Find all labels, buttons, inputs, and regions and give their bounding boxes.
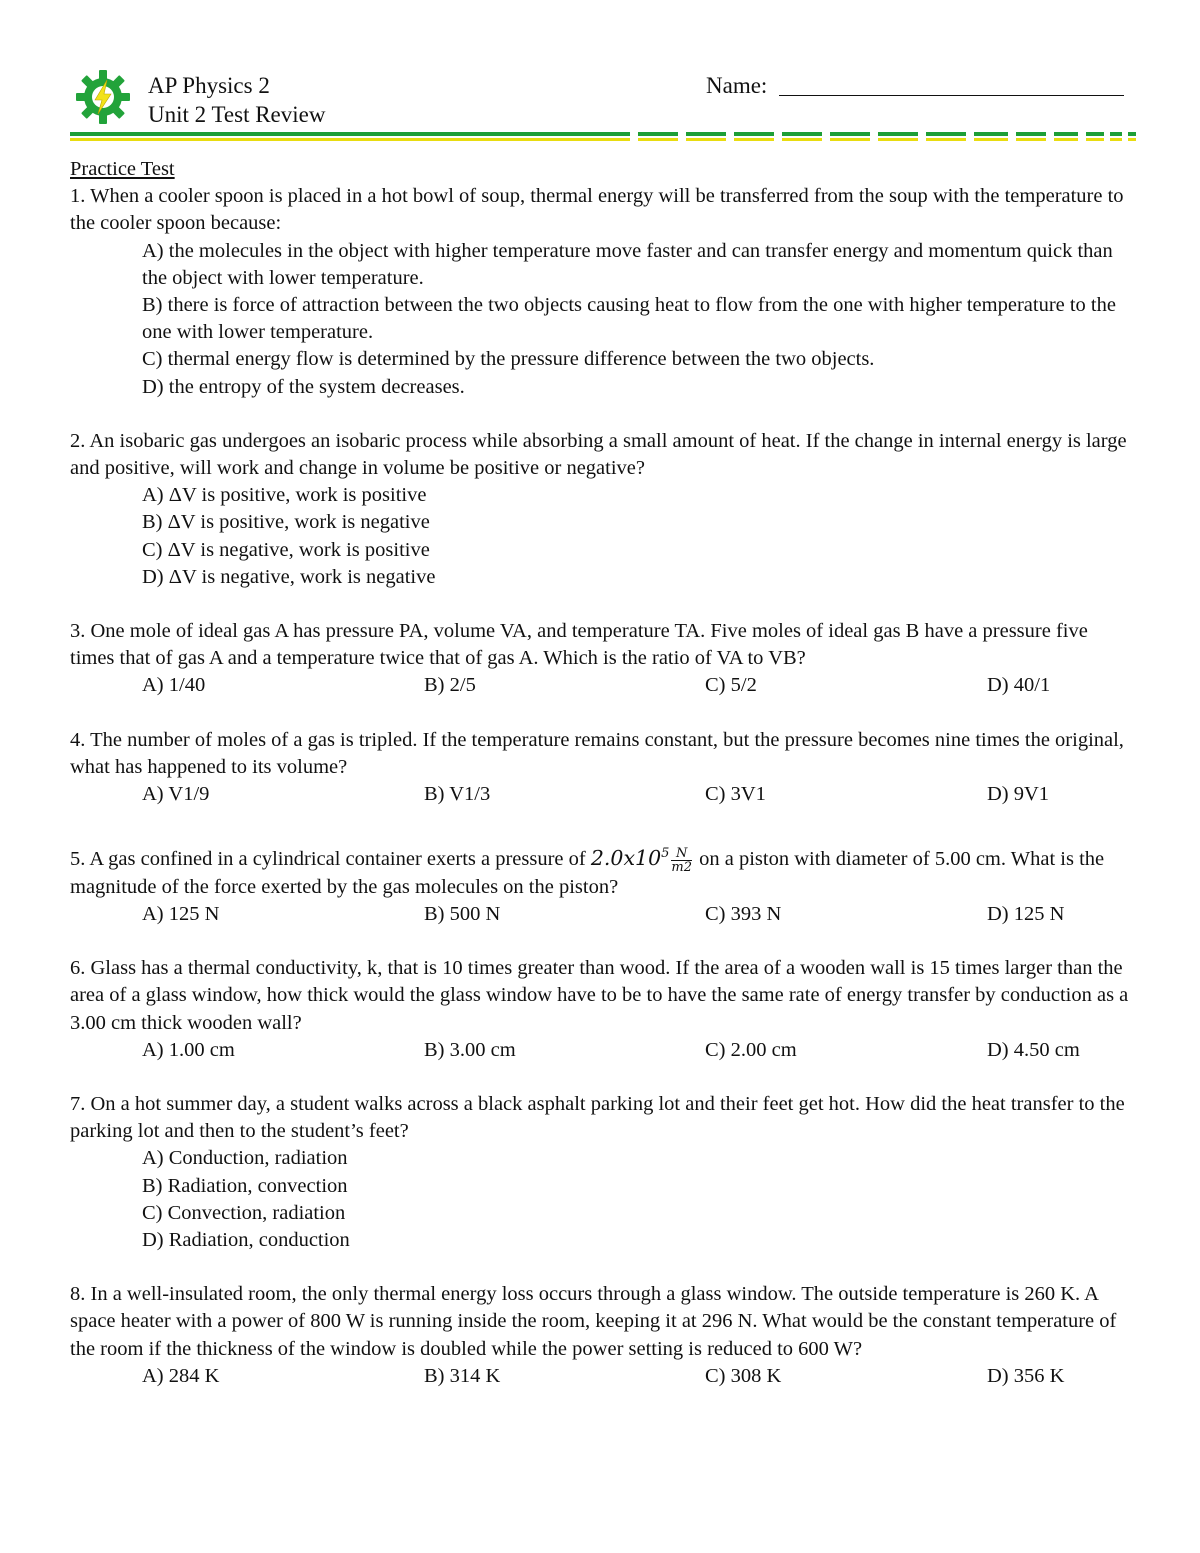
answer-option: A) ΔV is positive, work is positive (142, 484, 427, 507)
answer-option: C) 2.00 cm (705, 1038, 797, 1061)
answer-option: B) Radiation, convection (142, 1174, 348, 1197)
answer-option: C) 308 K (705, 1364, 782, 1387)
pressure-value: 2.0x10 (590, 846, 662, 871)
unit-fraction (671, 847, 692, 874)
answer-option: A) 1.00 cm (142, 1038, 235, 1061)
answer-option: C) Convection, radiation (142, 1201, 346, 1224)
answer-option: B) 3.00 cm (424, 1038, 516, 1061)
answer-option: A) 1/40 (142, 674, 206, 697)
answer-option: D) 356 K (987, 1364, 1065, 1387)
question-3 (70, 618, 1130, 700)
answer-option: C) ΔV is negative, work is positive (142, 538, 430, 561)
question-stem (70, 840, 1130, 901)
answer-option: D) 9V1 (987, 783, 1050, 806)
answer-option: B) 314 K (424, 1364, 501, 1387)
course-title: AP Physics 2 (148, 73, 270, 98)
answer-option: C) 3V1 (705, 783, 766, 806)
question-stem: 2. An isobaric gas undergoes an isobaric process while absorbing a small amount of heat. If the change in internal energy is large and positive, will work and change in volume be positive or negative? (70, 429, 1127, 480)
question-list (70, 156, 1130, 1390)
answer-option: A) 125 N (142, 903, 220, 926)
stem-text: 5. A gas confined in a cylindrical container exerts a pressure of (70, 848, 586, 871)
question-5 (70, 840, 1130, 928)
unit-title: Unit 2 Test Review (148, 102, 326, 127)
name-label: Name: (706, 73, 768, 98)
question-8 (70, 1281, 1130, 1390)
question-2 (70, 428, 1130, 591)
answer-option: B) 500 N (424, 903, 501, 926)
answer-option: B) V1/3 (424, 783, 491, 806)
answer-option: A) 284 K (142, 1364, 220, 1387)
question-stem: 8. In a well-insulated room, the only thermal energy loss occurs through a glass window. The outside temperature is 260 K. A space heater with a power of 800 W is running inside the room, keeping it at 296 N. What would be the constant temperature of the room if the thickness of the window is doubled while the power setting is reduced to 600 W? (70, 1283, 1117, 1360)
answer-option: C) 5/2 (705, 674, 757, 697)
answer-option: B) 2/5 (424, 674, 476, 697)
answer-option: A) V1/9 (142, 783, 210, 806)
answer-option: D) Radiation, conduction (142, 1229, 350, 1252)
question-stem: 6. Glass has a thermal conductivity, k, that is 10 times greater than wood. If the area of a wooden wall is 15 times larger than the area of a glass window, how thick would the glass window have to be to have the same rate of energy transfer by conduction as a 3.00 cm thick wooden wall? (70, 957, 1129, 1034)
answer-option: B) there is force of attraction between the two objects causing heat to flow from the one with higher temperature to the one with lower temperature. (142, 294, 1116, 344)
question-1 (70, 183, 1130, 401)
fraction-denominator: m2 (671, 859, 692, 875)
answer-option: D) 4.50 cm (987, 1038, 1080, 1061)
section-title: Practice Test (70, 158, 175, 180)
question-stem: 3. One mole of ideal gas A has pressure PA, volume VA, and temperature TA. Five moles of ideal gas B have a pressure five times that of gas A and a temperature twice that of gas A. Which is the ratio of VA to VB? (70, 620, 1088, 670)
answer-option: D) 125 N (987, 903, 1065, 926)
fraction-numerator: N (671, 847, 692, 861)
gear-bolt-logo-icon (76, 70, 130, 124)
question-stem: 7. On a hot summer day, a student walks across a black asphalt parking lot and their feet get hot. How did the heat transfer to the parking lot and then to the student’s feet? (70, 1093, 1125, 1143)
answer-option: D) 40/1 (987, 674, 1051, 697)
answer-option: B) ΔV is positive, work is negative (142, 511, 430, 534)
answer-option: A) Conduction, radiation (142, 1147, 348, 1170)
answer-option: A) the molecules in the object with higher temperature move faster and can transfer energy and momentum quick than the object with lower temperature. (142, 239, 1113, 289)
pressure-exponent: 5 (661, 846, 670, 862)
name-blank-line (779, 95, 1124, 96)
question-4 (70, 727, 1130, 809)
answer-option: C) 393 N (705, 903, 782, 926)
stem-text: on a piston with diameter of 5.00 cm. What is the magnitude of the force exerted by the gas molecules on the piston? (70, 848, 1105, 898)
question-stem: 1. When a cooler spoon is placed in a hot bowl of soup, thermal energy will be transferred from the soup with the temperature to the cooler spoon because: (70, 185, 1124, 235)
question-7 (70, 1091, 1130, 1254)
question-6 (70, 955, 1130, 1064)
answer-option: C) thermal energy flow is determined by the pressure difference between the two objects. (142, 348, 875, 371)
header-divider-rule (70, 130, 1142, 144)
question-stem: 4. The number of moles of a gas is tripled. If the temperature remains constant, but the pressure becomes nine times the original, what has happened to its volume? (70, 728, 1124, 778)
answer-option: D) the entropy of the system decreases. (142, 375, 465, 398)
answer-option: D) ΔV is negative, work is negative (142, 565, 436, 588)
